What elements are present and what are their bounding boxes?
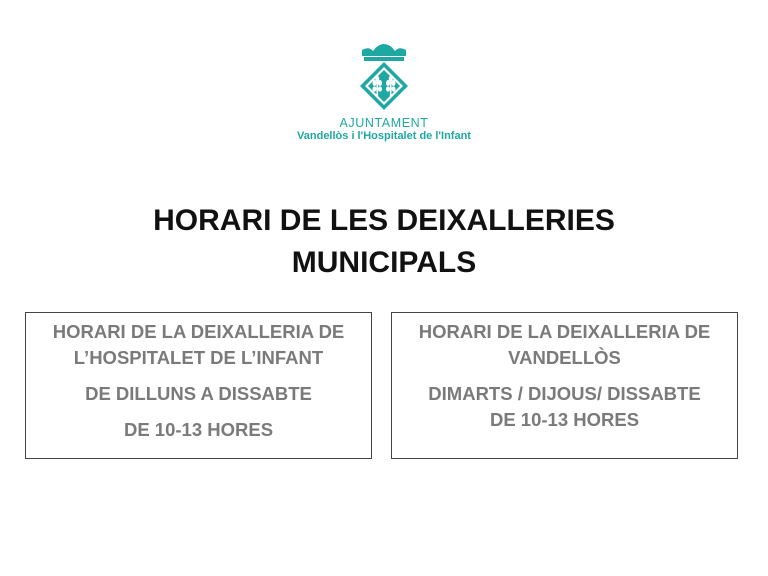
schedule-box-hospitalet xyxy=(25,312,372,459)
logo-text-ajuntament: AJUNTAMENT xyxy=(339,116,429,130)
schedule-heading-line2: L’HOSPITALET DE L’INFANT xyxy=(73,347,324,368)
schedule-heading-line1: HORARI DE LA DEIXALLERIA DE xyxy=(52,321,345,342)
municipal-crest-icon xyxy=(353,42,415,112)
page-title-line2: MUNICIPALS xyxy=(291,246,477,279)
page-title xyxy=(0,200,768,284)
schedule-hours: DE 10-13 HORES xyxy=(123,419,274,440)
schedule-heading-line2: VANDELLÒS xyxy=(508,347,621,368)
logo-text-municipality: Vandellòs i l'Hospitalet de l'Infant xyxy=(297,130,471,142)
schedule-heading-line1: HORARI DE LA DEIXALLERIA DE xyxy=(418,321,711,342)
page-title-line1: HORARI DE LES DEIXALLERIES xyxy=(153,204,615,237)
schedule-days: DE DILLUNS A DISSABTE xyxy=(85,383,312,404)
schedule-days: DIMARTS / DIJOUS/ DISSABTE xyxy=(428,383,701,404)
schedule-hours: DE 10-13 HORES xyxy=(489,409,640,430)
schedule-box-vandellos xyxy=(391,312,738,459)
municipal-logo xyxy=(0,42,768,143)
